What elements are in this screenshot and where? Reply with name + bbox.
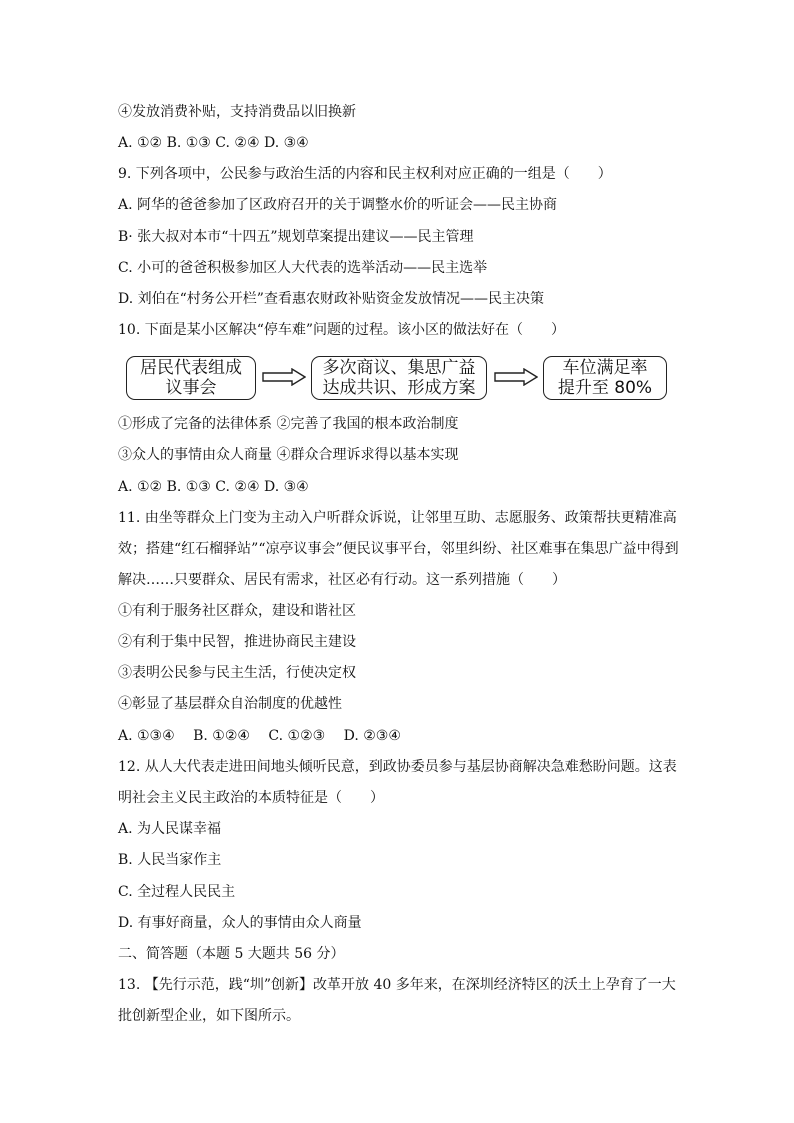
- q8-option-4: ④发放消费补贴，支持消费品以旧换新: [118, 104, 356, 120]
- section-2-heading: 二、简答题（本题 5 大题共 56 分）: [118, 946, 345, 962]
- q9-option-b: B· 张大叔对本市“十四五”规划草案提出建议——民主管理: [118, 229, 474, 245]
- question-11-line-1: 11. 由坐等群众上门变为主动入户听群众诉说，让邻里互助、志愿服务、政策帮扶更精准高: [118, 510, 677, 526]
- q12-option-b: B. 人民当家作主: [118, 852, 222, 868]
- question-12-line-1: 12. 从人大代表走进田间地头倾听民意，到政协委员参与基层协商解决急难愁盼问题。这表: [118, 759, 677, 775]
- q12-option-d: D. 有事好商量，众人的事情由众人商量: [118, 915, 362, 931]
- q11-option-1: ①有利于服务社区群众，建设和谐社区: [118, 603, 356, 619]
- question-13-line-1: 13. 【先行示范，践“圳”创新】改革开放 40 多年来，在深圳经济特区的沃土上孕育了一大: [118, 977, 676, 993]
- q10-options-1-2: ①形成了完备的法律体系 ②完善了我国的根本政治制度: [118, 416, 459, 432]
- q11-option-3: ③表明公民参与民主生活，行使决定权: [118, 665, 356, 681]
- flow-step-3-line-2: 提升至 80%: [557, 378, 653, 398]
- flow-step-1: [126, 356, 256, 400]
- flow-step-1-line-1: 居民代表组成: [140, 358, 242, 378]
- q9-option-d: D. 刘伯在“村务公开栏”查看惠农财政补贴资金发放情况——民主决策: [118, 291, 544, 307]
- q11-option-2: ②有利于集中民智，推进协商民主建设: [118, 634, 356, 650]
- q11-option-4: ④彰显了基层群众自治制度的优越性: [118, 696, 342, 712]
- q10-options-3-4: ③众人的事情由众人商量 ④群众合理诉求得以基本实现: [118, 447, 459, 463]
- question-9: 9. 下列各项中，公民参与政治生活的内容和民主权利对应正确的一组是（ ）: [118, 166, 612, 182]
- q10-answer-choices: A. ①② B. ①③ C. ②④ D. ③④: [118, 479, 309, 495]
- q9-option-c: C. 小可的爸爸积极参加区人大代表的选举活动——民主选举: [118, 260, 488, 276]
- flow-step-3: [543, 356, 667, 400]
- q8-answer-choices: A. ①② B. ①③ C. ②④ D. ③④: [118, 135, 309, 151]
- q9-option-a: A. 阿华的爸爸参加了区政府召开的关于调整水价的听证会——民主协商: [118, 197, 558, 213]
- q12-option-a: A. 为人民谋幸福: [118, 821, 222, 837]
- right-arrow-icon: [262, 368, 306, 386]
- question-11-line-3: 解决……只要群众、居民有需求，社区必有行动。这一系列措施（ ）: [118, 572, 566, 588]
- flow-step-2-line-1: 多次商议、集思广益: [322, 358, 476, 378]
- question-12-line-2: 明社会主义民主政治的本质特征是（ ）: [118, 790, 384, 806]
- question-10: 10. 下面是某小区解决“停车难”问题的过程。该小区的做法好在（ ）: [118, 322, 566, 338]
- question-11-line-2: 效；搭建“红石榴驿站”“凉亭议事会”便民议事平台，邻里纠纷、社区难事在集思广益中得到: [118, 541, 679, 557]
- flow-step-2: [311, 356, 487, 400]
- q12-option-c: C. 全过程人民民主: [118, 884, 236, 900]
- right-arrow-icon: [494, 368, 538, 386]
- flow-step-1-line-2: 议事会: [165, 378, 217, 398]
- flow-step-3-line-1: 车位满足率: [562, 358, 648, 378]
- q11-answer-choices: A. ①③④ B. ①②④ C. ①②③ D. ②③④: [118, 728, 401, 744]
- flow-step-2-line-2: 达成共识、形成方案: [322, 378, 476, 398]
- question-13-line-2: 批创新型企业，如下图所示。: [118, 1008, 300, 1024]
